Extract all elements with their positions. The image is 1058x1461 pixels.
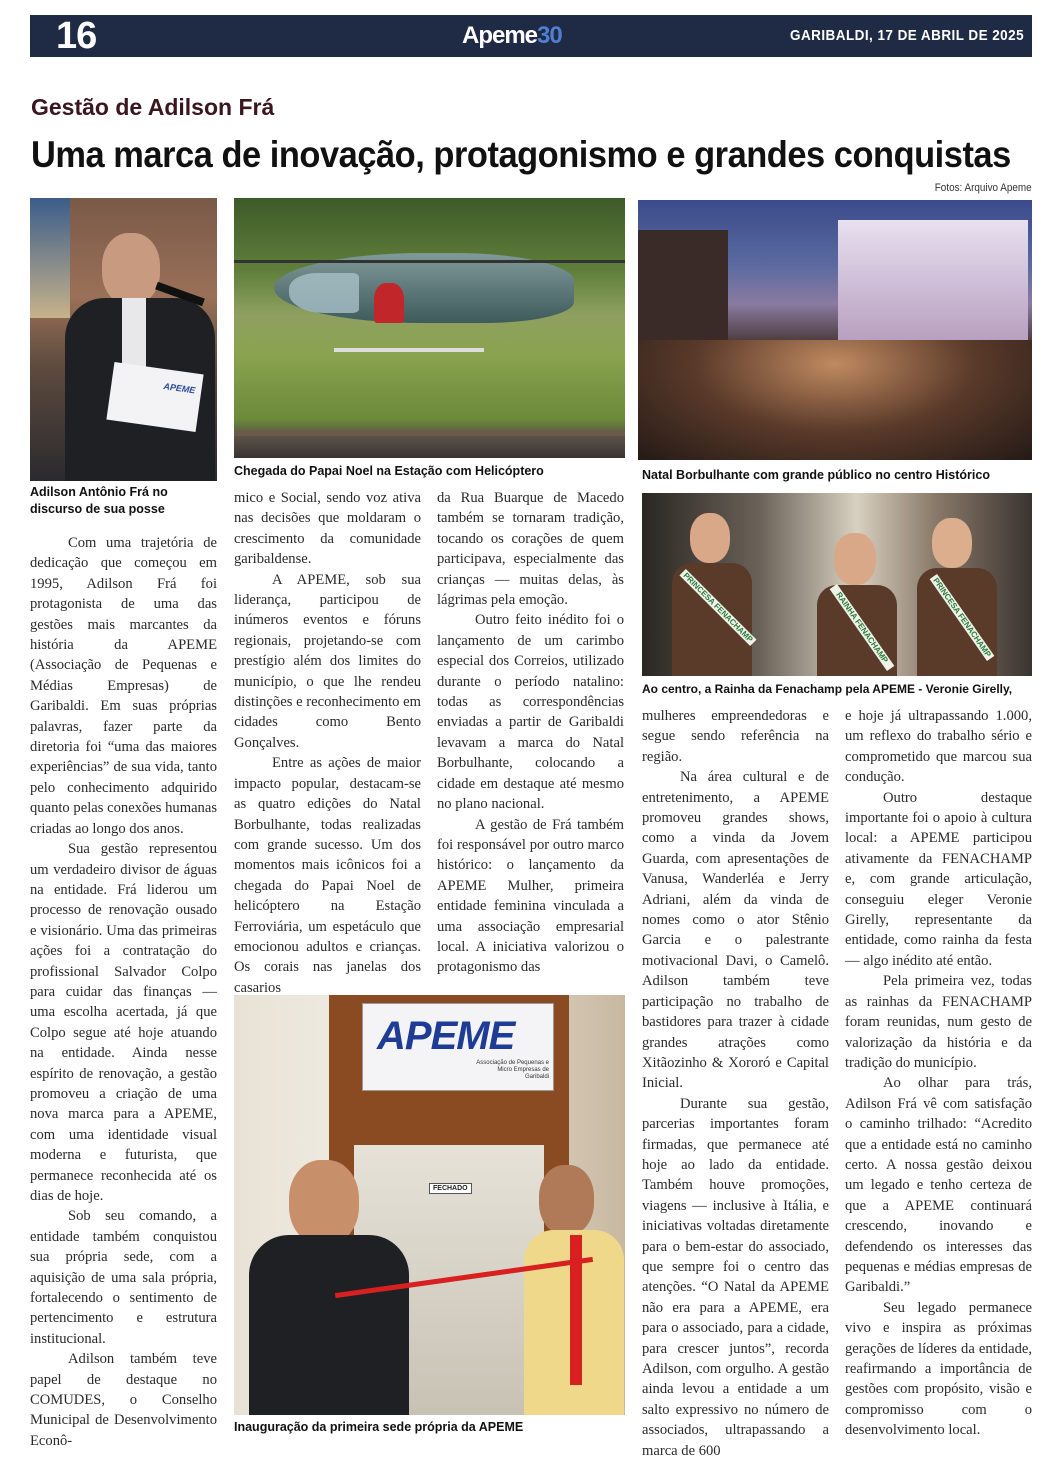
paragraph: e hoje já ultrapassando 1.000, um reflexo do trabalho sério e comprometido que marcou sua condução. (845, 708, 1032, 786)
edition-date: GARIBALDI, 17 DE ABRIL DE 2025 (789, 27, 1024, 44)
apeme-30-logo (462, 21, 562, 51)
photo-credit: Fotos: Arquivo Apeme (935, 182, 1032, 194)
paragraph: Outro feito inédito foi o lançamento de um carimbo especial dos Correios, utilizado durante o período natalino: todas as correspondências enviadas a partir de Garibaldi levavam a marca do Natal Borbulhante, colocando a cidade em destaque até mesmo no plano nacional. (437, 612, 624, 813)
photo-queens (642, 493, 1032, 676)
paragraph: Durante sua gestão, parcerias importantes foram firmadas, que permanece até hoje ao lado da entidade. Também houve promoções, viagens — inclusive à Itália, e iniciativas voltadas diretamente para o bem-estar do associado, que sempre foi o centro das atenções. “O Natal da APEME não era para a APEME, era para o associado, para a cidade, para crescer juntos”, recorda Adilson, com orgulho. A gestão ainda levou a entidade a um salto expressivo no número de associados, ultrapassando a marca de 600 (642, 1095, 829, 1459)
logo-text: Apeme (462, 22, 538, 49)
sign-subtext: Associação de Pequenas e Micro Empresas de Garibaldi (476, 1060, 549, 1080)
paragraph: Na área cultural e de entretenimento, a APEME promoveu grandes shows, como a vinda da Jovem Guarda, com apresentações de Vanusa, Wanderléa e Jerry Adriani, além da vinda de nomes como o ator Stênio Garcia e o palestrante motivacional Davi, o Camelô. Adilson também teve participação no trabalho de bastidores para trazer à cidade grandes atrações como Xitãozinho & Xororó e Capital Inicial. (642, 769, 829, 1092)
caption-crowd: Natal Borbulhante com grande público no centro Histórico (642, 468, 990, 482)
article-headline: Uma marca de inovação, protagonismo e grandes conquistas (31, 134, 1011, 175)
caption-helicopter: Chegada do Papai Noel na Estação com Helicóptero (234, 464, 544, 478)
paragraph: Outro destaque importante foi o apoio à cultura local: a APEME participou ativamente da FENACHAMP e, com grande articulação, conseguiu eleger Veronie Girelly, representante da entidade, como rainha da festa — algo inédito até então. (845, 789, 1032, 969)
caption-inauguration: Inauguração da primeira sede própria da APEME (234, 1420, 524, 1434)
photo-speech (30, 198, 217, 481)
paragraph: mico e Social, sendo voz ativa nas decisões que moldaram o crescimento da comunidade garibaldense. (234, 490, 421, 568)
sign-logo-text: APEME (377, 1014, 515, 1058)
paragraph: Entre as ações de maior impacto popular, destacam-se as quatro edições do Natal Borbulhante, todas realizadas com grande sucesso. Um dos momentos mais icônicos foi a chegada do Papai Noel de helicóptero na Estação Ferroviária, um espetáculo que emocionou adultos e crianças. Os corais nas janelas dos casarios (234, 755, 421, 996)
page-number: 16 (56, 15, 97, 57)
photo-helicopter (234, 198, 625, 458)
paragraph: A gestão de Frá também foi responsável por outro marco histórico: o lançamento da APEME Mulher, primeira entidade feminina vinculada a uma associação empresarial local. A iniciativa valorizou o protagonismo das (437, 816, 624, 976)
article-column-2 (234, 488, 421, 998)
article-kicker: Gestão de Adilson Frá (31, 94, 275, 120)
caption-queens: Ao centro, a Rainha da Fenachamp pela APEME - Veronie Girelly, (642, 682, 1013, 696)
page-header-bar (30, 15, 1032, 57)
article-column-1 (30, 533, 217, 1451)
paragraph: Com uma trajetória de dedicação que começou em 1995, Adilson Frá foi protagonista de uma das gestões mais marcantes da história da APEME (Associação de Pequenas e Médias Empresas) de Garibaldi. Em suas próprias palavras, fazer parte da diretoria foi “uma das maiores experiências” de sua vida, tanto pelo conhecimento adquirido quanto pelas conexões humanas criadas ao longo dos anos. (30, 535, 217, 837)
paragraph: Sob seu comando, a entidade também conquistou sua própria sede, com a aquisição de uma sala própria, fortalecendo o sentimento de pertencimento e estrutura institucional. (30, 1208, 217, 1347)
apeme-sign (362, 1003, 554, 1091)
paper-logo-text: APEME (162, 381, 196, 396)
photo-crowd (638, 200, 1032, 460)
sash-left: PRINCESA FENACHAMP (681, 570, 755, 645)
caption-speech: Adilson Antônio Frá no discurso de sua posse (30, 485, 168, 516)
speech-paper (106, 362, 203, 432)
photo-inauguration (234, 995, 625, 1415)
paragraph: Adilson também teve papel de destaque no COMUDES, o Conselho Municipal de Desenvolvimento Econô- (30, 1351, 217, 1449)
paragraph: Sua gestão representou um verdadeiro divisor de águas na entidade. Frá liderou um processo de renovação ousado e visionário. Uma das primeiras ações foi a contratação do profissional Salvador Colpo para cuidar das finanças — uma escolha acertada, já que Colpo segue até hoje atuando na entidade. Ainda nesse espírito de renovação, a gestão promoveu a criação de uma nova marca para a APEME, com uma identidade visual moderna e futurista, que permanece reconhecida até os dias de hoje. (30, 841, 217, 1204)
paragraph: Pela primeira vez, todas as rainhas da FENACHAMP foram reunidas, num gesto de valorização da história e da tradição do município. (845, 973, 1032, 1071)
logo-number: 30 (537, 22, 562, 49)
door-sign: FECHADO (429, 1183, 472, 1194)
sash-center: RAINHA FENACHAMP (830, 584, 895, 671)
article-column-3 (437, 488, 624, 978)
article-column-4 (642, 706, 829, 1461)
paragraph: da Rua Buarque de Macedo também se tornaram tradição, tocando os corações de quem participava, especialmente das crianças — muitas delas, às lágrimas pela emoção. (437, 490, 624, 609)
paragraph: Ao olhar para trás, Adilson Frá vê com satisfação o caminho trilhado: “Acredito que a entidade está no caminho certo. A nossa gestão deixou um legado e tenho certeza de que a APEME continuará crescendo, inovando e defendendo os interesses das pequenas e médias empresas de Garibaldi.” (845, 1075, 1032, 1296)
paragraph: A APEME, sob sua liderança, participou de inúmeros eventos e fóruns regionais, projetando-se com prestígio além dos limites do município, o que lhe rendeu distinções e reconhecimento em cidades como Bento Gonçalves. (234, 571, 421, 751)
article-column-5 (845, 706, 1032, 1441)
paragraph: Seu legado permanece vivo e inspira as próximas gerações de líderes da entidade, reafirmando a importância de gestões com propósito, visão e compromisso com o desenvolvimento local. (845, 1299, 1032, 1439)
paragraph: mulheres empreendedoras e segue sendo referência na região. (642, 708, 829, 765)
sash-right: PRINCESA FENACHAMP (930, 574, 995, 661)
